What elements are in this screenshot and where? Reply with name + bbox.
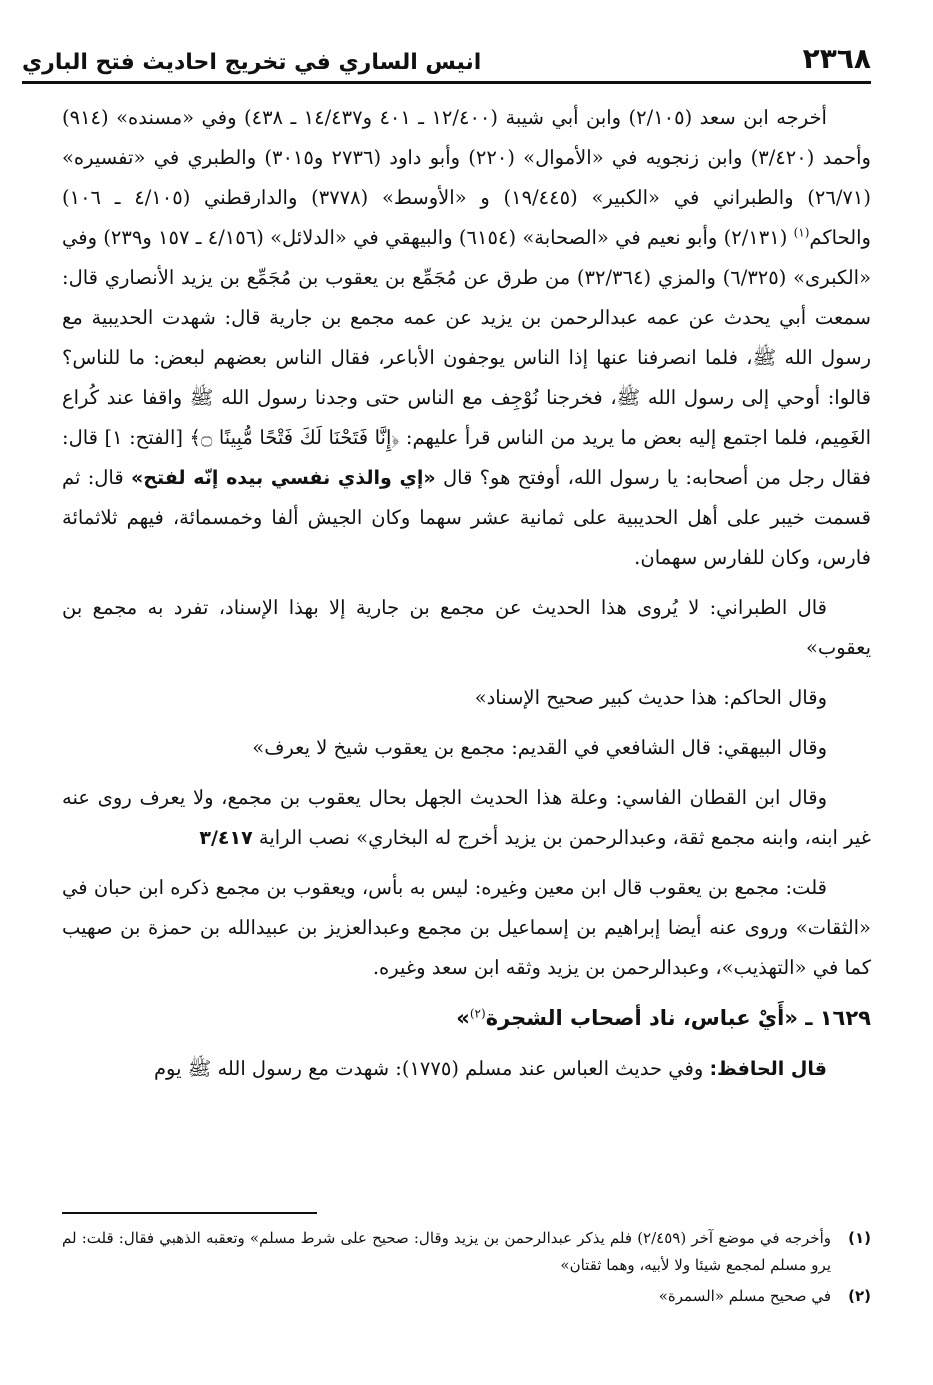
footnote-divider xyxy=(62,1212,317,1214)
paragraph-text-end: قال: ثم قسمت خيبر على أهل الحديبية على ثمانية عشر سهما وكان الجيش ألفا وخمسمائة، فيهم ثلاثمائة فارس، وكان للفارس سهمان. xyxy=(62,466,871,569)
footnote-number: (١) xyxy=(848,1229,871,1247)
paragraph-bayhaqi: وقال البيهقي: قال الشافعي في القديم: مجمع بن يعقوب شيخ لا يعرف» xyxy=(252,736,827,759)
paragraph-text: وقال ابن القطان الفاسي: وعلة هذا الحديث الجهل بحال يعقوب بن مجمع، ولا يعرف روى عنه غير ابنه، وابنه مجمع ثقة، وعبدالرحمن بن يزيد أخرج له البخاري» نصب الراية xyxy=(62,786,871,849)
footnote-number: (٢) xyxy=(848,1287,871,1305)
hadith-heading xyxy=(62,998,871,1039)
footnotes xyxy=(62,1225,871,1314)
main-text xyxy=(62,98,871,1099)
footnote-text: وأخرجه في موضع آخر (٢/٤٥٩) فلم يذكر عبدالرحمن بن يزيد وقال: صحيح على شرط مسلم» وتعقبه الذهبي فقال: قلت: لم يرو مسلم لمجمع شيئا ولا لأبيه، وهما ثقتان» xyxy=(62,1229,831,1274)
hafiz-label: قال الحافظ: xyxy=(709,1058,827,1080)
paragraph-text: أخرجه ابن سعد (٢/١٠٥) وابن أبي شيبة (١٢/٤٠٠ ـ ٤٠١ و١٤/٤٣٧ ـ ٤٣٨) وفي «مسنده» (٩١٤) وأحمد (٣/٤٢٠) وابن زنجويه في «الأموال» (٢٢٠) وأبو داود (٢٧٣٦ و٣٠١٥) والطبري في «تفسيره» (٢٦/٧١) والطبراني في «الكبير» (١٩/٤٤٥) و «الأوسط» (٣٧٧٨) والدارقطني (٤/١٠٥ ـ ١٠٦) والحاكم xyxy=(62,106,871,249)
reference-number: ٣/٤١٧ xyxy=(199,827,253,849)
page-header xyxy=(22,30,871,84)
paragraph-text-cont: (٢/١٣١) وأبو نعيم في «الصحابة» (٦١٥٤) والبيهقي في «الدلائل» (٤/١٥٦ ـ ١٥٧ و٢٣٩) وفي «الكبرى» (٦/٣٢٥) والمزي (٣٢/٣٦٤) من طرق عن مُجَمِّع بن يعقوب بن مُجَمِّع بن يزيد الأنصاري قال: سمعت أبي يحدث عن عمه عبدالرحمن بن يزيد عن عمه مجمع بن جارية قال: شهدت الحديبية مع رسول الله ﷺ، فلما انصرفنا عنها إذا الناس يوجفون الأباعر، فقال الناس بعضهم لبعض: ما للناس؟ قالوا: أوحي إلى رسول الله ﷺ، فخرجنا نُوْجِف مع الناس حتى وجدنا رسول الله ﷺ واقفا عند كُراع الغَمِيم، فلما اجتمع إليه بعض ما يريد من الناس قرأ عليهم: ﴿إِنَّا فَتَحْنَا لَكَ فَتْحًا مُّبِينًا ۝﴾ [الفتح: ١] قال: فقال رجل من أصحابه: يا رسول الله، أوفتح هو؟ قال xyxy=(62,226,872,489)
footnote-ref-1[interactable]: (١) xyxy=(793,225,810,240)
footnote xyxy=(62,1225,871,1279)
paragraph-text: وفي حديث العباس عند مسلم (١٧٧٥): شهدت مع رسول الله ﷺ يوم xyxy=(153,1057,710,1080)
footnote-ref-2[interactable]: (٢) xyxy=(469,1006,486,1021)
paragraph-tabarani: قال الطبراني: لا يُروى هذا الحديث عن مجمع بن جارية إلا بهذا الإسناد، تفرد به مجمع بن يعقوب» xyxy=(62,596,871,659)
paragraph-hakim: وقال الحاكم: هذا حديث كبير صحيح الإسناد» xyxy=(474,686,827,709)
hadith-quote: «إي والذي نفسي بيده إنّه لفتح» xyxy=(130,467,436,489)
footnote-text: في صحيح مسلم «السمرة» xyxy=(658,1287,831,1305)
footnote xyxy=(62,1283,871,1310)
running-title: انيس الساري في تخريج احاديث فتح الباري xyxy=(22,50,482,75)
heading-close: » xyxy=(456,1006,470,1030)
heading-text: ١٦٢٩ ـ «أَيْ عباس، ناد أصحاب الشجرة xyxy=(485,1006,871,1030)
paragraph-ibn-qattan xyxy=(62,778,871,858)
paragraph-hafiz xyxy=(62,1049,871,1089)
paragraph-qultu: قلت: مجمع بن يعقوب قال ابن معين وغيره: ليس به بأس، ويعقوب بن مجمع ذكره ابن حبان في «الثقات» وروى عنه أيضا إبراهيم بن إسماعيل بن مجمع وعبدالعزيز بن عبيدالله بن حمزة بن صهيب كما في «التهذيب»، وعبدالرحمن بن يزيد وثقه ابن سعد وغيره. xyxy=(62,876,871,979)
page-number: ٢٣٦٨ xyxy=(802,42,871,75)
paragraph-takhrij xyxy=(62,98,871,578)
